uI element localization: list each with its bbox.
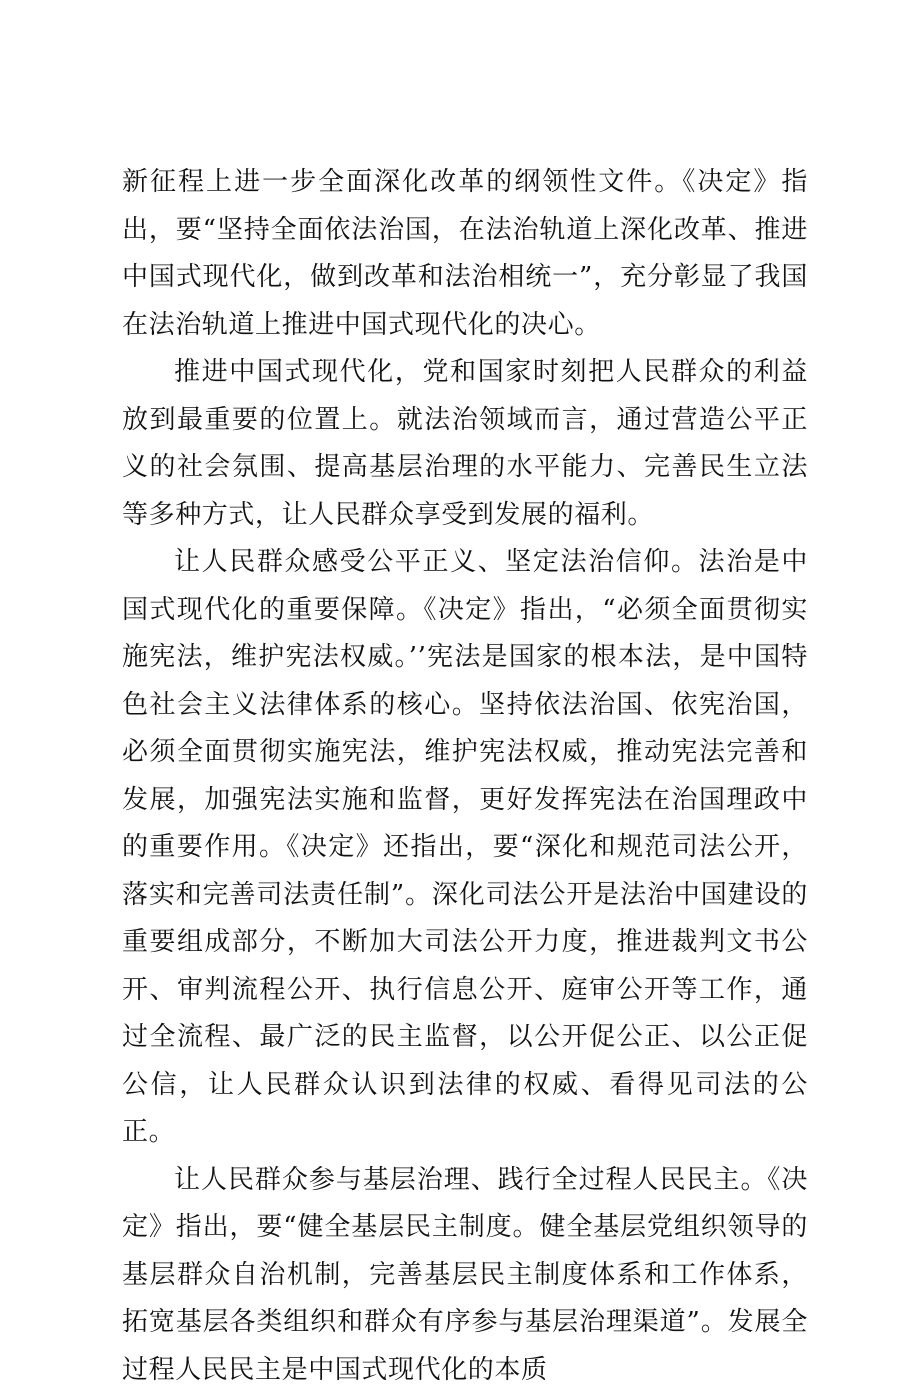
paragraph-2: 推进中国式现代化，党和国家时刻把人民群众的利益放到最重要的位置上。就法治领域而言，通过营造公平正义的社会氛围、提高基层治理的水平能力、完善民生立法等多种方式，让人民群众享受到发展的福利。 bbox=[122, 349, 808, 539]
paragraph-3: 让人民群众感受公平正义、坚定法治信仰。法治是中国式现代化的重要保障。《决定》指出，“必须全面贯彻实施宪法，维护宪法权威。’’宪法是国家的根本法，是中国特色社会主义法律体系的核心。坚持依法治国、依宪治国，必须全面贯彻实施宪法，维护宪法权威，推动宪法完善和发展，加强宪法实施和监督，更好发挥宪法在治国理政中的重要作用。《决定》还指出，要“深化和规范司法公开，落实和完善司法责任制”。深化司法公开是法治中国建设的重要组成部分，不断加大司法公开力度，推进裁判文书公开、审判流程公开、执行信息公开、庭审公开等工作，通过全流程、最广泛的民主监督，以公开促公正、以公正促公信，让人民群众认识到法律的权威、看得见司法的公正。 bbox=[122, 539, 808, 1157]
document-body bbox=[122, 159, 808, 1394]
paragraph-4: 让人民群众参与基层治理、践行全过程人民民主。《决定》指出，要“健全基层民主制度。健全基层党组织领导的基层群众自治机制，完善基层民主制度体系和工作体系，拓宽基层各类组织和群众有序参与基层治理渠道”。发展全过程人民民主是中国式现代化的本质 bbox=[122, 1157, 808, 1394]
paragraph-1: 新征程上进一步全面深化改革的纲领性文件。《决定》指出，要“坚持全面依法治国，在法治轨道上深化改革、推进中国式现代化，做到改革和法治相统一”，充分彰显了我国在法治轨道上推进中国式现代化的决心。 bbox=[122, 159, 808, 349]
